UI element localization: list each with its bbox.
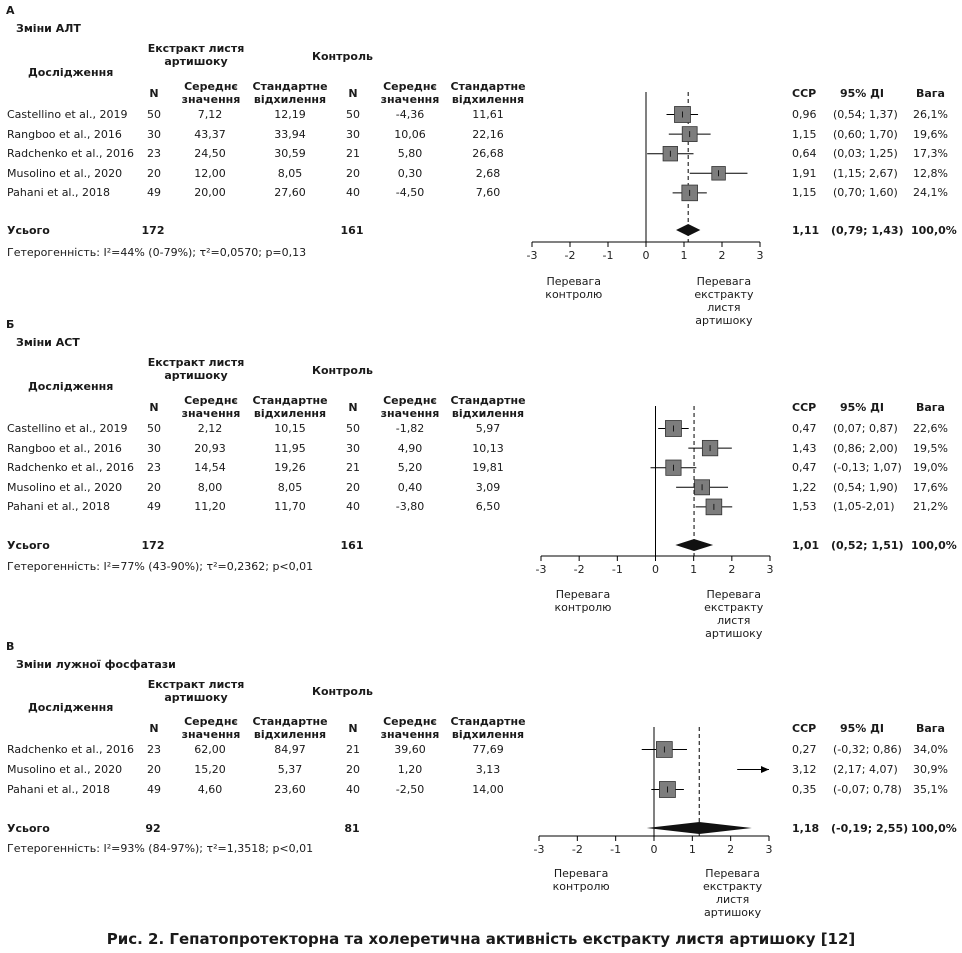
- cell-mean-control: -4,50: [395, 186, 425, 200]
- study-name: Castellino et al., 2019: [7, 422, 128, 435]
- study-name: Musolino et al., 2020: [7, 166, 123, 180]
- study-name: Pahani et al., 2018: [7, 783, 110, 796]
- total-n-extract: 172: [141, 224, 165, 237]
- header-n-extract: N: [149, 722, 159, 735]
- cell-mean-extract: 12,00: [194, 166, 226, 180]
- cell-n-control: 21: [346, 147, 360, 161]
- cell-weight: 12,8%: [913, 166, 948, 180]
- cell-n-control: 50: [346, 422, 360, 435]
- effect-size-square: [665, 421, 681, 437]
- cell-mean-control: 0,30: [397, 166, 423, 180]
- cell-sd-control: 14,00: [472, 783, 504, 796]
- cell-mean-control: -1,82: [395, 422, 425, 435]
- cell-sd-control: 77,69: [472, 743, 504, 756]
- total-smd: 1,18: [792, 822, 820, 835]
- cell-smd: 1,53: [792, 500, 817, 514]
- cell-smd: 1,15: [792, 127, 817, 141]
- cell-mean-extract: 62,00: [194, 743, 226, 756]
- total-n-control: 161: [340, 539, 364, 552]
- cell-ci: (0,86; 2,00): [833, 441, 898, 455]
- cell-mean-control: 4,90: [397, 441, 423, 455]
- favors-control-label: Перевага контролю: [554, 588, 612, 614]
- x-tick-label: -1: [610, 843, 622, 856]
- x-tick-label: -3: [526, 249, 538, 262]
- panel-letter: А: [6, 4, 15, 17]
- cell-smd: 0,47: [792, 422, 817, 435]
- effect-size-square: [712, 166, 726, 180]
- x-tick-label: -1: [611, 563, 623, 576]
- cell-sd-control: 2,68: [475, 166, 501, 180]
- header-extract-group: Екстракт листя артишоку: [147, 42, 245, 68]
- effect-size-square: [656, 742, 672, 758]
- total-smd: 1,01: [792, 539, 820, 552]
- cell-n-extract: 49: [147, 783, 161, 796]
- cell-ci: (-0,32; 0,86): [833, 743, 902, 756]
- pooled-effect-diamond: [675, 539, 713, 551]
- cell-sd-extract: 27,60: [274, 186, 306, 200]
- favors-extract-label: Перевага екстракту листя артишоку: [703, 867, 763, 919]
- cell-sd-extract: 11,70: [274, 500, 306, 514]
- cell-smd: 0,96: [792, 108, 817, 121]
- header-study: Дослідження: [28, 380, 114, 393]
- cell-n-control: 30: [346, 127, 360, 141]
- pooled-effect-diamond: [676, 224, 700, 236]
- cell-mean-control: -4,36: [395, 108, 425, 121]
- total-n-extract: 92: [145, 822, 161, 835]
- total-ci: (0,79; 1,43): [831, 224, 904, 237]
- cell-ci: (0,70; 1,60): [833, 186, 898, 200]
- cell-weight: 19,0%: [913, 461, 948, 475]
- header-ci: 95% ДІ: [839, 401, 885, 414]
- study-name: Musolino et al., 2020: [7, 763, 123, 776]
- cell-ci: (1,15; 2,67): [833, 166, 898, 180]
- heterogeneity-stats: Гетерогенність: I²=44% (0-79%); τ²=0,0570; p=0,13: [7, 246, 307, 259]
- x-tick-label: 1: [680, 249, 688, 262]
- x-tick-label: 1: [688, 843, 696, 856]
- cell-smd: 0,27: [792, 743, 817, 756]
- cell-mean-extract: 14,54: [194, 461, 226, 475]
- cell-mean-control: 10,06: [394, 127, 426, 141]
- header-weight: Вага: [916, 401, 945, 414]
- cell-sd-control: 19,81: [472, 461, 504, 475]
- cell-ci: (0,07; 0,87): [833, 422, 898, 435]
- cell-sd-extract: 30,59: [274, 147, 306, 161]
- cell-n-control: 21: [346, 743, 360, 756]
- header-smd: ССР: [792, 722, 817, 735]
- cell-mean-control: 39,60: [394, 743, 426, 756]
- cell-weight: 19,6%: [913, 127, 948, 141]
- cell-sd-extract: 10,15: [274, 422, 306, 435]
- study-name: Radchenko et al., 2016: [7, 147, 134, 161]
- favors-control-label: Перевага контролю: [552, 867, 610, 893]
- total-weight: 100,0%: [911, 539, 957, 552]
- cell-sd-extract: 5,37: [277, 763, 303, 776]
- cell-smd: 0,35: [792, 783, 817, 796]
- study-name: Radchenko et al., 2016: [7, 461, 134, 475]
- header-extract-group: Екстракт листя артишоку: [147, 356, 245, 382]
- cell-smd: 1,15: [792, 186, 817, 200]
- cell-weight: 19,5%: [913, 441, 948, 455]
- cell-sd-extract: 84,97: [274, 743, 306, 756]
- panel-letter: В: [6, 640, 15, 653]
- cell-weight: 21,2%: [913, 500, 948, 514]
- study-name: Musolino et al., 2020: [7, 480, 123, 494]
- cell-n-extract: 30: [147, 127, 161, 141]
- pooled-effect-diamond: [647, 822, 752, 834]
- effect-size-square: [666, 460, 681, 475]
- cell-ci: (-0,07; 0,78): [833, 783, 902, 796]
- effect-size-square: [659, 782, 675, 798]
- cell-weight: 35,1%: [913, 783, 948, 796]
- cell-n-extract: 20: [147, 166, 161, 180]
- cell-smd: 1,43: [792, 441, 817, 455]
- cell-ci: (0,54; 1,37): [833, 108, 898, 121]
- study-name: Rangboo et al., 2016: [7, 441, 122, 455]
- header-sd-control: Стандартне відхилення: [450, 80, 526, 106]
- cell-n-extract: 23: [147, 743, 161, 756]
- total-ci: (0,52; 1,51): [831, 539, 904, 552]
- header-weight: Вага: [916, 722, 945, 735]
- favors-control-label: Перевага контролю: [545, 275, 603, 301]
- header-study: Дослідження: [28, 701, 114, 714]
- cell-n-extract: 20: [147, 480, 161, 494]
- cell-n-extract: 20: [147, 763, 161, 776]
- heterogeneity-stats: Гетерогенність: I²=77% (43-90%); τ²=0,2362; p<0,01: [7, 560, 314, 573]
- x-tick-label: 3: [756, 249, 764, 262]
- header-control-group: Контроль: [312, 364, 373, 377]
- cell-weight: 22,6%: [913, 422, 948, 435]
- cell-sd-extract: 8,05: [277, 480, 303, 494]
- panel-title: Зміни АЛТ: [16, 22, 81, 35]
- cell-sd-control: 7,60: [475, 186, 501, 200]
- cell-sd-control: 26,68: [472, 147, 504, 161]
- x-tick-label: 2: [728, 563, 736, 576]
- cell-mean-extract: 4,60: [197, 783, 223, 796]
- cell-mean-control: -2,50: [395, 783, 425, 796]
- cell-ci: (0,60; 1,70): [833, 127, 898, 141]
- cell-smd: 3,12: [792, 763, 817, 776]
- x-tick-label: 0: [652, 563, 659, 576]
- cell-n-control: 20: [346, 480, 360, 494]
- study-name: Radchenko et al., 2016: [7, 743, 134, 756]
- cell-sd-control: 5,97: [475, 422, 501, 435]
- effect-size-square: [695, 480, 710, 495]
- effect-size-square: [702, 440, 717, 455]
- cell-n-control: 40: [346, 186, 360, 200]
- cell-mean-extract: 43,37: [194, 127, 226, 141]
- cell-mean-extract: 20,93: [194, 441, 226, 455]
- header-study: Дослідження: [28, 66, 114, 79]
- total-label: Усього: [7, 539, 50, 552]
- header-extract-group: Екстракт листя артишоку: [147, 678, 245, 704]
- cell-sd-extract: 8,05: [277, 166, 303, 180]
- header-mean-extract: Середнє значення: [181, 394, 241, 420]
- figure-caption: Рис. 2. Гепатопротекторна та холеретична активність екстракту листя артишоку [12]: [106, 930, 856, 948]
- cell-mean-extract: 8,00: [197, 480, 223, 494]
- cell-smd: 1,91: [792, 166, 817, 180]
- header-n-extract: N: [149, 401, 159, 414]
- x-tick-label: -3: [533, 843, 545, 856]
- cell-n-control: 30: [346, 441, 360, 455]
- cell-ci: (0,54; 1,90): [833, 480, 898, 494]
- cell-weight: 34,0%: [913, 743, 948, 756]
- cell-mean-control: 0,40: [397, 480, 423, 494]
- header-n-control: N: [348, 722, 358, 735]
- total-label: Усього: [7, 822, 50, 835]
- total-n-control: 161: [340, 224, 364, 237]
- header-mean-control: Середнє значення: [380, 394, 440, 420]
- favors-extract-label: Перевага екстракту листя артишоку: [694, 275, 754, 327]
- x-tick-label: 2: [727, 843, 735, 856]
- cell-ci: (0,03; 1,25): [833, 147, 898, 161]
- cell-weight: 30,9%: [913, 763, 948, 776]
- cell-n-extract: 30: [147, 441, 161, 455]
- header-sd-extract: Стандартне відхилення: [252, 715, 328, 741]
- cell-mean-extract: 15,20: [194, 763, 226, 776]
- cell-mean-control: -3,80: [395, 500, 425, 514]
- cell-weight: 24,1%: [913, 186, 948, 200]
- total-weight: 100,0%: [911, 224, 957, 237]
- cell-ci: (-0,13; 1,07): [833, 461, 902, 475]
- total-ci: (-0,19; 2,55): [831, 822, 909, 835]
- total-weight: 100,0%: [911, 822, 957, 835]
- cell-n-extract: 49: [147, 500, 161, 514]
- cell-sd-extract: 11,95: [274, 441, 306, 455]
- panel-title: Зміни лужної фосфатази: [16, 658, 176, 671]
- cell-n-extract: 49: [147, 186, 161, 200]
- header-mean-control: Середнє значення: [380, 715, 440, 741]
- header-control-group: Контроль: [312, 50, 373, 63]
- study-name: Rangboo et al., 2016: [7, 127, 122, 141]
- effect-size-square: [706, 499, 722, 515]
- cell-ci: (1,05-2,01): [833, 500, 895, 514]
- header-sd-control: Стандартне відхилення: [450, 715, 526, 741]
- header-smd: ССР: [792, 87, 817, 100]
- header-mean-control: Середнє значення: [380, 80, 440, 106]
- cell-mean-extract: 24,50: [194, 147, 226, 161]
- header-n-control: N: [348, 87, 358, 100]
- cell-sd-extract: 33,94: [274, 127, 306, 141]
- cell-smd: 0,64: [792, 147, 817, 161]
- cell-mean-control: 1,20: [397, 763, 423, 776]
- cell-ci: (2,17; 4,07): [833, 763, 898, 776]
- header-n-control: N: [348, 401, 358, 414]
- favors-extract-label: Перевага екстракту листя артишоку: [704, 588, 764, 640]
- cell-mean-extract: 20,00: [194, 186, 226, 200]
- panel-title: Зміни АСТ: [16, 336, 80, 349]
- x-tick-label: -2: [573, 563, 585, 576]
- cell-weight: 17,6%: [913, 480, 948, 494]
- cell-n-control: 50: [346, 108, 360, 121]
- effect-size-square: [663, 146, 678, 161]
- header-sd-extract: Стандартне відхилення: [252, 80, 328, 106]
- cell-n-control: 40: [346, 783, 360, 796]
- cell-sd-control: 3,13: [475, 763, 501, 776]
- effect-size-square: [682, 127, 697, 142]
- cell-mean-extract: 11,20: [194, 500, 226, 514]
- study-name: Castellino et al., 2019: [7, 108, 128, 121]
- header-control-group: Контроль: [312, 685, 373, 698]
- header-sd-extract: Стандартне відхилення: [252, 394, 328, 420]
- cell-n-control: 40: [346, 500, 360, 514]
- cell-sd-control: 10,13: [472, 441, 504, 455]
- cell-n-control: 20: [346, 166, 360, 180]
- cell-sd-control: 3,09: [475, 480, 501, 494]
- header-mean-extract: Середнє значення: [181, 80, 241, 106]
- heterogeneity-stats: Гетерогенність: I²=93% (84-97%); τ²=1,3518; p<0,01: [7, 842, 314, 855]
- cell-weight: 26,1%: [913, 108, 948, 121]
- study-name: Pahani et al., 2018: [7, 186, 110, 200]
- cell-mean-extract: 2,12: [197, 422, 223, 435]
- cell-n-control: 21: [346, 461, 360, 475]
- total-label: Усього: [7, 224, 50, 237]
- x-tick-label: -2: [564, 249, 576, 262]
- cell-weight: 17,3%: [913, 147, 948, 161]
- cell-sd-extract: 19,26: [274, 461, 306, 475]
- cell-smd: 0,47: [792, 461, 817, 475]
- x-tick-label: 0: [642, 249, 650, 262]
- cell-mean-control: 5,80: [397, 147, 423, 161]
- total-smd: 1,11: [792, 224, 820, 237]
- cell-n-extract: 23: [147, 461, 161, 475]
- x-tick-label: 3: [766, 563, 774, 576]
- x-tick-label: -3: [535, 563, 547, 576]
- study-name: Pahani et al., 2018: [7, 500, 110, 514]
- x-tick-label: -1: [602, 249, 614, 262]
- x-tick-label: -2: [571, 843, 583, 856]
- total-n-control: 81: [344, 822, 360, 835]
- panel-letter: Б: [6, 318, 15, 331]
- x-tick-label: 2: [718, 249, 726, 262]
- off-scale-arrowhead: [761, 766, 769, 773]
- cell-n-extract: 50: [147, 422, 161, 435]
- cell-sd-control: 6,50: [475, 500, 501, 514]
- x-tick-label: 1: [690, 563, 698, 576]
- effect-size-square: [682, 185, 698, 201]
- header-weight: Вага: [916, 87, 945, 100]
- x-tick-label: 0: [650, 843, 658, 856]
- header-smd: ССР: [792, 401, 817, 414]
- total-n-extract: 172: [141, 539, 165, 552]
- header-sd-control: Стандартне відхилення: [450, 394, 526, 420]
- cell-sd-control: 22,16: [472, 127, 504, 141]
- effect-size-square: [674, 107, 690, 123]
- cell-smd: 1,22: [792, 480, 817, 494]
- cell-n-extract: 23: [147, 147, 161, 161]
- cell-n-extract: 50: [147, 108, 161, 121]
- cell-mean-extract: 7,12: [197, 108, 223, 121]
- cell-sd-control: 11,61: [472, 108, 504, 121]
- x-tick-label: 3: [765, 843, 773, 856]
- cell-sd-extract: 12,19: [274, 108, 306, 121]
- header-n-extract: N: [149, 87, 159, 100]
- header-mean-extract: Середнє значення: [181, 715, 241, 741]
- cell-n-control: 20: [346, 763, 360, 776]
- cell-mean-control: 5,20: [397, 461, 423, 475]
- header-ci: 95% ДІ: [839, 722, 885, 735]
- header-ci: 95% ДІ: [839, 87, 885, 100]
- cell-sd-extract: 23,60: [274, 783, 306, 796]
